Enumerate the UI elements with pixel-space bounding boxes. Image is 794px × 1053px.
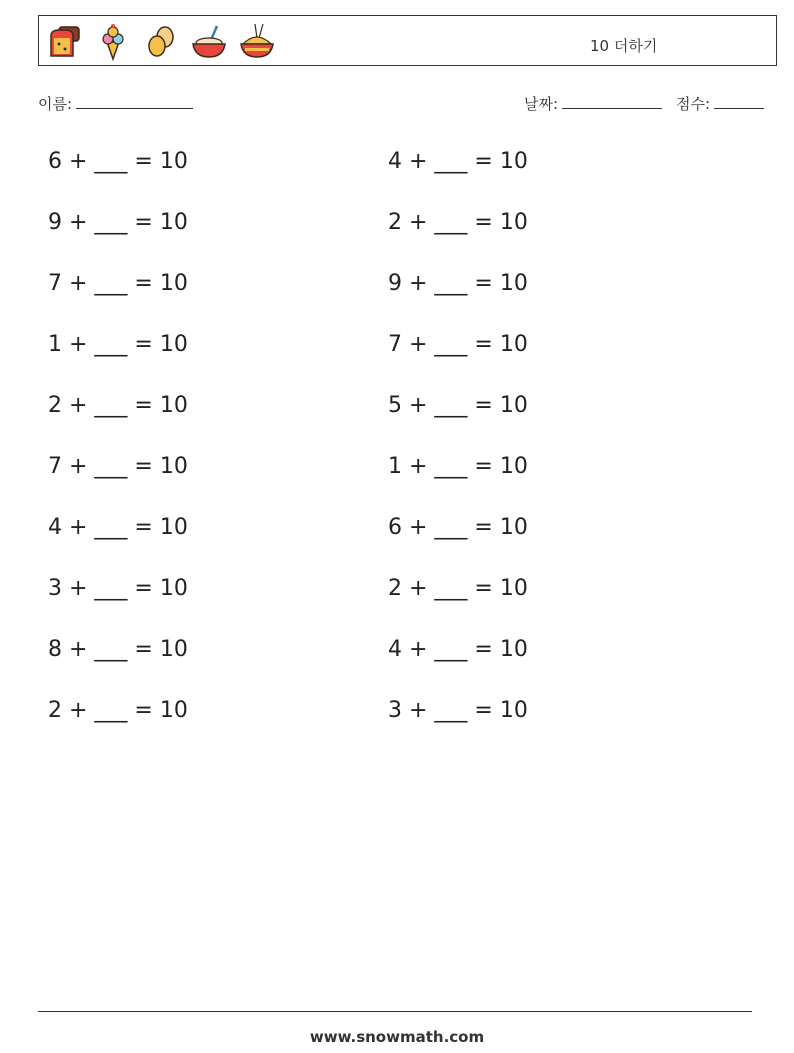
worksheet-header [38, 15, 777, 66]
date-field[interactable] [524, 93, 662, 114]
score-field[interactable] [676, 93, 764, 114]
noodle-bowl-icon [237, 22, 277, 60]
problem-item[interactable]: 7 + ___ = 10 [48, 271, 188, 296]
icon-strip [45, 22, 277, 60]
problem-item[interactable]: 4 + ___ = 10 [388, 637, 528, 662]
problem-item[interactable]: 9 + ___ = 10 [388, 271, 528, 296]
problem-item[interactable]: 1 + ___ = 10 [388, 454, 528, 479]
problem-column-left [48, 143, 368, 753]
problem-item[interactable]: 8 + ___ = 10 [48, 637, 188, 662]
problem-item[interactable]: 7 + ___ = 10 [48, 454, 188, 479]
name-field[interactable] [38, 93, 193, 114]
ice-cream-icon [93, 22, 133, 60]
name-blank[interactable] [76, 93, 193, 109]
eggs-icon [141, 22, 181, 60]
footer-divider [38, 1011, 752, 1012]
problem-column-right [388, 143, 708, 753]
problem-item[interactable]: 2 + ___ = 10 [388, 210, 528, 235]
problem-item[interactable]: 3 + ___ = 10 [48, 576, 188, 601]
problem-item[interactable]: 2 + ___ = 10 [48, 393, 188, 418]
problem-item[interactable]: 3 + ___ = 10 [388, 698, 528, 723]
footer-url[interactable]: www.snowmath.com [309, 1028, 485, 1046]
bread-icon [45, 22, 85, 60]
problem-item[interactable]: 2 + ___ = 10 [388, 576, 528, 601]
problem-item[interactable]: 2 + ___ = 10 [48, 698, 188, 723]
date-label: 날짜: [524, 95, 559, 113]
name-label: 이름: [38, 95, 73, 113]
problem-item[interactable]: 6 + ___ = 10 [48, 149, 188, 174]
problem-item[interactable]: 4 + ___ = 10 [48, 515, 188, 540]
problem-item[interactable]: 9 + ___ = 10 [48, 210, 188, 235]
score-label: 점수: [676, 95, 711, 113]
worksheet-title: 10 더하기 [590, 37, 658, 55]
date-blank[interactable] [562, 93, 662, 109]
problem-item[interactable]: 7 + ___ = 10 [388, 332, 528, 357]
rice-bowl-icon [189, 22, 229, 60]
problem-item[interactable]: 5 + ___ = 10 [388, 393, 528, 418]
problem-item[interactable]: 4 + ___ = 10 [388, 149, 528, 174]
problem-item[interactable]: 1 + ___ = 10 [48, 332, 188, 357]
problem-item[interactable]: 6 + ___ = 10 [388, 515, 528, 540]
score-blank[interactable] [714, 93, 764, 109]
